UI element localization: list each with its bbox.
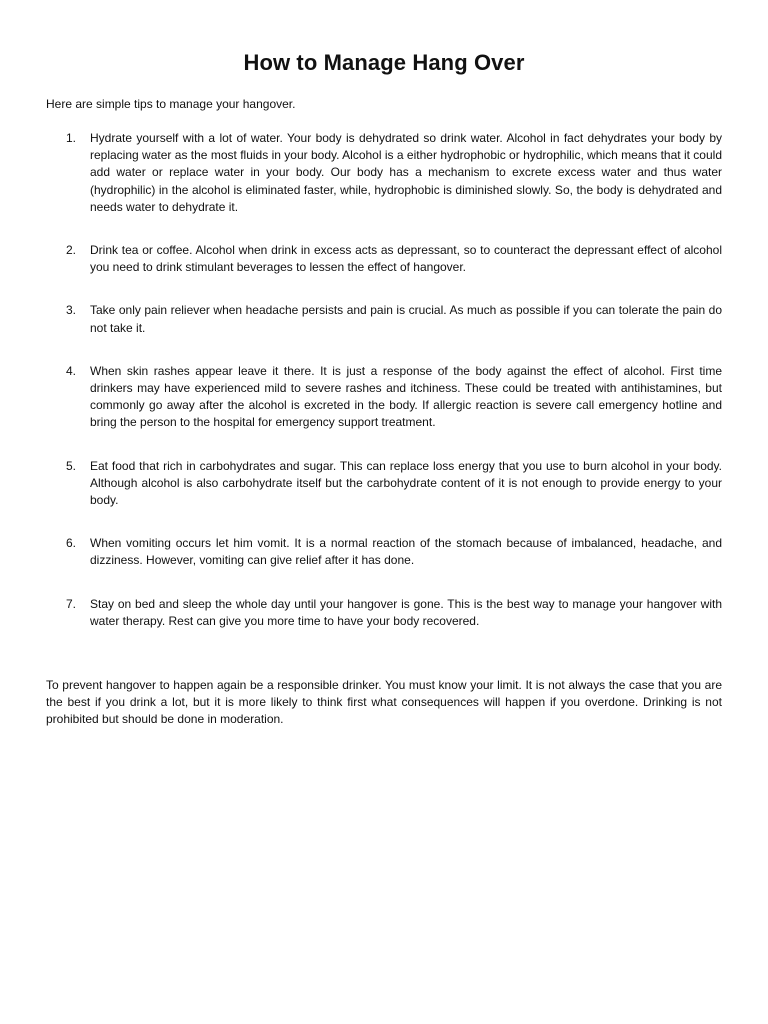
tip-item-7 [46,596,722,630]
tip-item-1 [46,130,722,216]
tip-number: 7. [66,596,77,611]
tip-item-2 [46,242,722,276]
tip-number: 5. [66,458,77,473]
closing-paragraph: To prevent hangover to happen again be a responsible drinker. You must know your limit. It is not always the case that you are the best if you drink a lot, but it is more likely to think first what consequences will happen if you overdone. Drinking is not prohibited but should be done in moderation. [46,678,722,727]
tip-text: Take only pain reliever when headache persists and pain is crucial. As much as possible if you can tolerate the pain do not take it. [90,303,722,335]
intro-paragraph: Here are simple tips to manage your hangover. [46,97,296,111]
tip-item-6 [46,535,722,569]
tips-list [46,130,722,656]
tip-number: 4. [66,363,77,378]
tip-number: 3. [66,303,77,318]
tip-number: 2. [66,243,77,258]
tip-text: Hydrate yourself with a lot of water. Your body is dehydrated so drink water. Alcohol in fact dehydrates your body by replacing water as the most fluids in your body. Alcohol is a either hydrophobic or hydrophilic, which means that it could add water or replace water in your body. Our body has a mechanism to excrete excess water and thus water (hydrophilic) in the alcohol is eliminated faster, while, hydrophobic is diminished slowly. So, the body is dehydrated and needs water to dehydrate it. [90,131,722,214]
tip-item-5 [46,458,722,510]
tip-number: 1. [66,131,77,145]
tip-text: When skin rashes appear leave it there. It is just a response of the body against the effect of alcohol. First time drinkers may have experienced mild to severe rashes and itchiness. These could be treated with antihistamines, but commonly go away after the alcohol is excreted in the body. If allergic reaction is severe call emergency hotline and bring the person to the hospital for emergency support treatment. [90,363,722,430]
tip-text: Eat food that rich in carbohydrates and sugar. This can replace loss energy that you use to burn alcohol in your body. Although alcohol is also carbohydrate itself but the carbohydrate content of it is not enough to provide energy to your body. [90,458,722,508]
tip-text: Stay on bed and sleep the whole day until your hangover is gone. This is the best way to manage your hangover with water therapy. Rest can give you more time to have your body recovered. [90,596,722,628]
tip-text: When vomiting occurs let him vomit. It is a normal reaction of the stomach because of imbalanced, headache, and dizziness. However, vomiting can give relief after it has done. [90,536,722,568]
tip-item-3 [46,302,722,336]
tip-text: Drink tea or coffee. Alcohol when drink in excess acts as depressant, so to counteract the depressant effect of alcohol you need to drink stimulant beverages to lessen the effect of hangover. [90,243,722,275]
tip-item-4 [46,363,722,432]
tip-number: 6. [66,536,77,551]
document-title: How to Manage Hang Over [243,50,525,75]
